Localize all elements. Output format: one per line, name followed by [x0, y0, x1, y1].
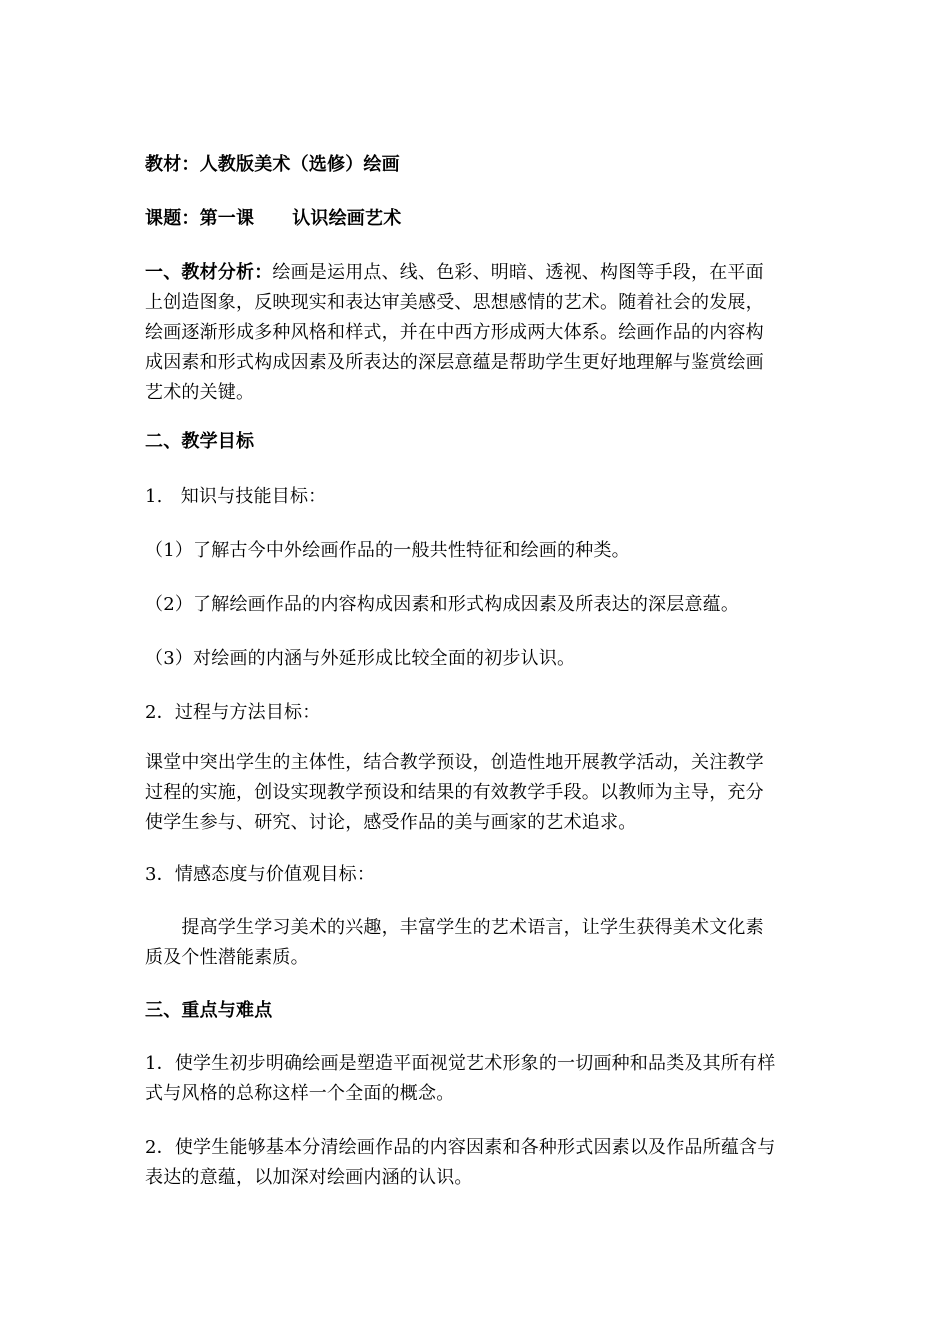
- analysis-line-1: [145, 258, 815, 288]
- goal2-line-2: 过程的实施，创设实现教学预设和结果的有效教学手段。以教师为主导，充分: [145, 782, 764, 803]
- analysis-line-4: 成因素和形式构成因素及所表达的深层意蕴是帮助学生更好地理解与鉴赏绘画: [145, 352, 764, 373]
- analysis-heading: 一、教材分析：: [145, 262, 273, 283]
- goal2-title: 2．过程与方法目标：: [145, 702, 321, 723]
- goal3-line-1: 提高学生学习美术的兴趣，丰富学生的艺术语言，让学生获得美术文化素: [145, 917, 764, 938]
- goal1-item-3: （3）对绘画的内涵与外延形成比较全面的初步认识。: [145, 648, 576, 669]
- point1-line-1: 1．使学生初步明确绘画是塑造平面视觉艺术形象的一切画种和品类及其所有样: [145, 1053, 776, 1074]
- point1-line-2: 式与风格的总称这样一个全面的概念。: [145, 1083, 455, 1104]
- point2-line-2: 表达的意蕴，以加深对绘画内涵的认识。: [145, 1167, 473, 1188]
- analysis-text: 绘画是运用点、线、色彩、明暗、透视、构图等手段，在平面: [272, 262, 764, 283]
- point2-line-1: 2．使学生能够基本分清绘画作品的内容因素和各种形式因素以及作品所蕴含与: [145, 1137, 776, 1158]
- goal2-line-3: 使学生参与、研究、讨论，感受作品的美与画家的艺术追求。: [145, 812, 637, 833]
- topic-label: 课题：第一课: [145, 208, 255, 229]
- objectives-heading: 二、教学目标: [145, 431, 255, 452]
- topic-title: 认识绘画艺术: [292, 208, 402, 229]
- goal1-title: 1. 知识与技能目标：: [145, 486, 327, 507]
- goal2-line-1: 课堂中突出学生的主体性，结合教学预设，创造性地开展教学活动，关注教学: [145, 752, 764, 773]
- goal1-item-2: （2）了解绘画作品的内容构成因素和形式构成因素及所表达的深层意蕴。: [145, 594, 740, 615]
- goal3-line-2: 质及个性潜能素质。: [145, 947, 309, 968]
- key-points-heading: 三、重点与难点: [145, 1000, 273, 1021]
- textbook-line: 教材：人教版美术（选修）绘画: [145, 154, 400, 175]
- topic-line: [145, 204, 815, 234]
- goal3-title: 3．情感态度与价值观目标：: [145, 864, 376, 885]
- analysis-line-3: 绘画逐渐形成多种风格和样式，并在中西方形成两大体系。绘画作品的内容构: [145, 322, 764, 343]
- goal1-item-1: （1）了解古今中外绘画作品的一般共性特征和绘画的种类。: [145, 540, 630, 561]
- analysis-line-2: 上创造图象，反映现实和表达审美感受、思想感情的艺术。随着社会的发展，: [145, 292, 764, 313]
- analysis-line-5: 艺术的关键。: [145, 382, 255, 403]
